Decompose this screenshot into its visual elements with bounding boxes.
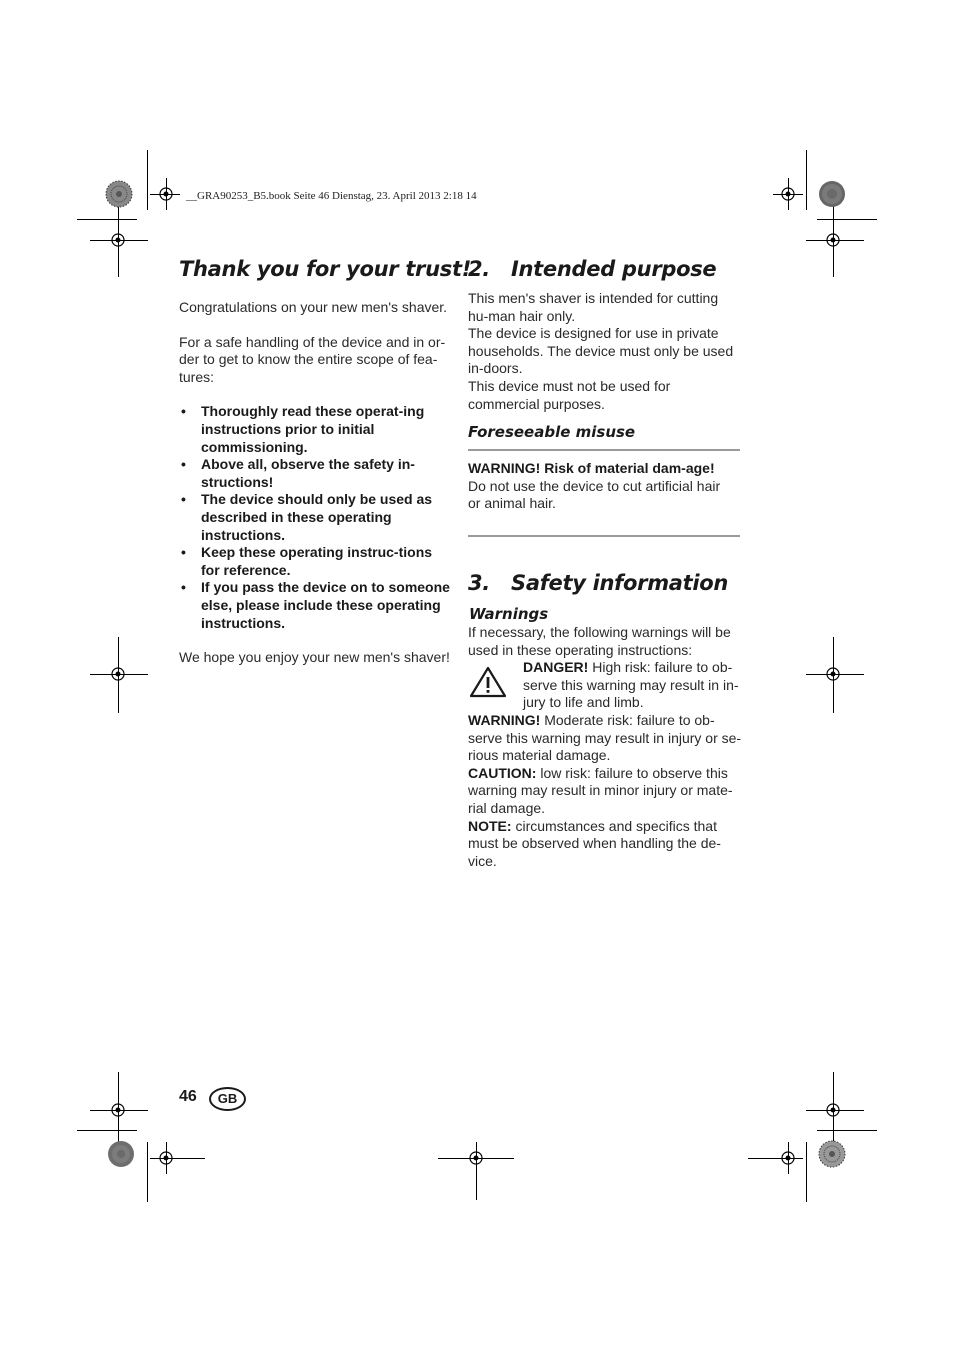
registration-mark-icon — [821, 1098, 845, 1122]
registration-mark-icon — [776, 1146, 800, 1170]
print-header: __GRA90253_B5.book Seite 46 Dienstag, 23. April 2013 2:18 14 — [186, 190, 477, 202]
safety-information-heading: 3. Safety information — [468, 571, 729, 595]
misuse-warning-box — [468, 460, 730, 513]
misuse-warning-text: Do not use the device to cut artificial hair or animal hair. — [468, 477, 721, 512]
danger-text: High risk: failure to ob-serve this warning may result in in-jury to life and limb. — [523, 659, 739, 711]
registration-mark-icon — [154, 182, 178, 206]
starburst-target-icon — [818, 180, 846, 208]
registration-mark-icon — [464, 1146, 488, 1170]
list-item: • If you pass the device on to someone else, please include these operating instructions. — [181, 579, 450, 631]
bullet-icon: • — [181, 544, 186, 561]
crop-line — [806, 1142, 807, 1202]
intended-purpose-text — [468, 290, 742, 413]
bullet-icon: • — [181, 579, 186, 596]
starburst-target-icon — [818, 1140, 846, 1168]
instruction-list — [179, 403, 453, 632]
list-item: • Keep these operating instruc-tions for reference. — [181, 544, 433, 578]
warning-levels — [468, 712, 742, 870]
divider — [468, 449, 740, 451]
danger-label: DANGER! — [523, 659, 589, 675]
warnings-intro: If necessary, the following warnings will be used in these operating instructions: — [468, 624, 731, 658]
bullet-icon: • — [181, 403, 186, 420]
crop-line — [77, 219, 137, 220]
note-text: circumstances and specifics that must be observed when handling the de-vice. — [468, 817, 721, 869]
crop-line — [147, 150, 148, 210]
list-item: • Above all, observe the safety in-structions! — [181, 456, 415, 490]
crop-line — [147, 1142, 148, 1202]
warning-triangle-icon — [469, 666, 507, 698]
foreseeable-misuse-heading: Foreseeable misuse — [468, 423, 636, 441]
warning-text: Moderate risk: failure to ob-serve this warning may result in injury or se-rious material damage. — [468, 712, 742, 764]
crop-line — [806, 150, 807, 210]
registration-mark-icon — [154, 1146, 178, 1170]
registration-mark-icon — [106, 1098, 130, 1122]
thank-you-heading: Thank you for your trust! — [179, 257, 471, 281]
language-badge: GB — [209, 1087, 246, 1111]
starburst-target-icon — [105, 180, 133, 208]
intended-paragraph-3: This device must not be used for commercial purposes. — [468, 377, 671, 412]
bullet-icon: • — [181, 491, 186, 508]
registration-mark-icon — [776, 182, 800, 206]
starburst-target-icon — [107, 1140, 135, 1168]
note-label: NOTE: — [468, 817, 512, 834]
left-column — [179, 299, 453, 667]
misuse-warning-title: WARNING! Risk of material dam-age! — [468, 460, 715, 476]
intended-paragraph-2: The device is designed for use in private households. The device must only be used in-doors. — [468, 325, 734, 377]
intro-text: For a safe handling of the device and in or-der to get to know the entire scope of fea-tures: — [179, 333, 446, 385]
registration-mark-icon — [821, 228, 845, 252]
intended-paragraph-1: This men's shaver is intended for cutting hu-man hair only. — [468, 290, 719, 324]
congratulations-text: Congratulations on your new men's shaver. — [179, 299, 448, 315]
bullet-icon: • — [181, 456, 186, 473]
crop-line — [817, 219, 877, 220]
divider — [468, 535, 740, 537]
list-item: • The device should only be used as described in these operating instructions. — [181, 491, 433, 543]
caution-text: low risk: failure to observe this warning may result in minor injury or mate-rial damage. — [468, 764, 733, 816]
closing-text: We hope you enjoy your new men's shaver! — [179, 649, 450, 666]
page-number: 46 — [179, 1088, 197, 1105]
caution-label: CAUTION: — [468, 764, 537, 781]
list-item: • Thoroughly read these operat-ing instructions prior to initial commissioning. — [181, 403, 425, 455]
crop-line — [77, 1130, 137, 1131]
crop-line — [817, 1130, 877, 1131]
registration-mark-icon — [106, 228, 130, 252]
warning-label: WARNING! — [468, 712, 541, 728]
registration-mark-icon — [821, 662, 845, 686]
registration-mark-icon — [106, 662, 130, 686]
danger-block — [523, 659, 743, 712]
warnings-heading: Warnings — [469, 605, 549, 623]
intended-purpose-heading: 2. Intended purpose — [468, 257, 717, 281]
